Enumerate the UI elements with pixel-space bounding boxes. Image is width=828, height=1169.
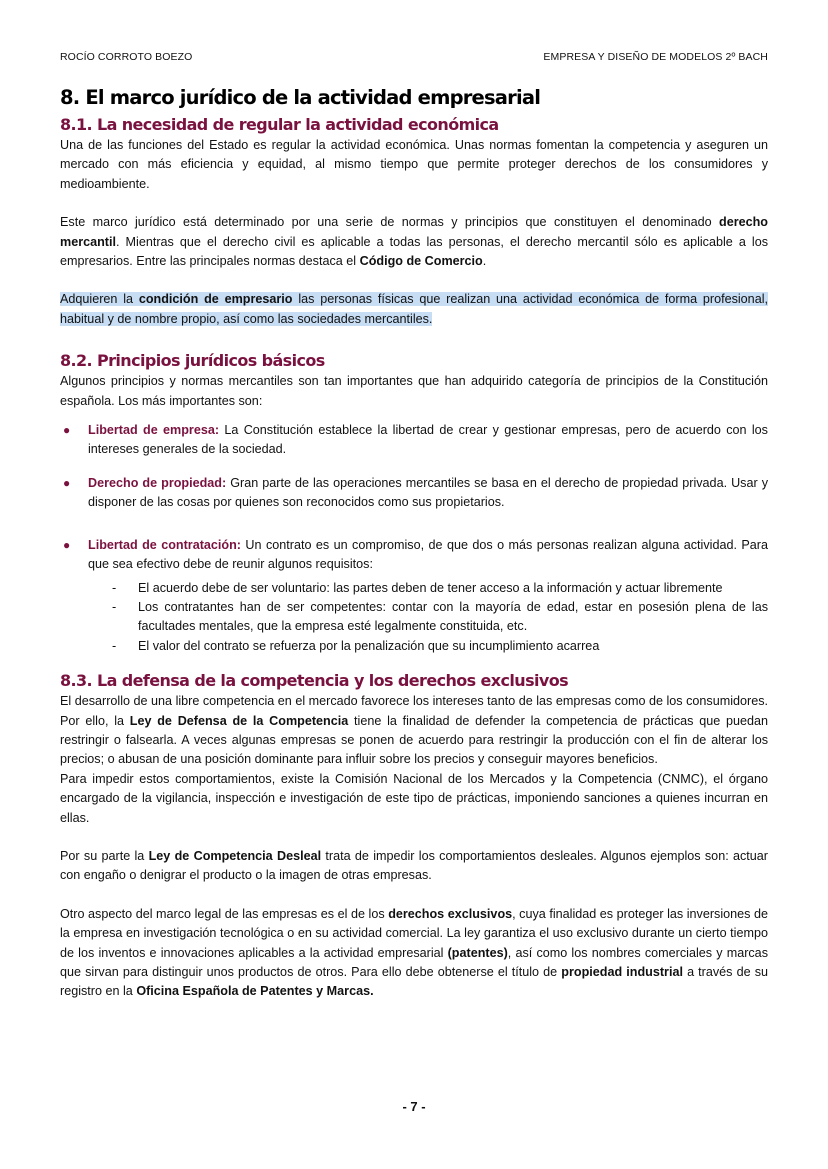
page-header: [60, 51, 768, 63]
list-item: [60, 598, 768, 637]
text-run: , cuya finalidad es proteger las inversiones de la empresa en investigación tecnológica o en su actividad comercial. La ley garantiza el uso exclusivo durante un cierto tiempo de los inventos e innovaciones aplicables a la actividad empresarial: [60, 906, 768, 960]
term-oficina-patentes: Oficina Española de Patentes y Marcas.: [136, 984, 374, 999]
paragraph-text: Algunos principios y normas mercantiles son tan importantes que han adquirido categoría de principios de la Constitución española. Los más importantes son:: [60, 374, 768, 408]
bullet-icon: ●: [63, 537, 71, 552]
term-propiedad-industrial: propiedad industrial: [561, 965, 683, 979]
text-run: , así como los nombres comerciales y marcas que sirvan para distinguir unos productos de otros. Para ello debe obtenerse el título de: [60, 945, 768, 979]
dash-marker: -: [112, 638, 117, 653]
term-derechos-exclusivos: derechos exclusivos: [388, 906, 513, 921]
requirement-text: Los contratantes han de ser competentes: contar con la mayoría de edad, estar en posesión plena de las facultades mentales, que la empresa esté legalmente constituida, etc.: [138, 599, 768, 634]
principle-text: La Constitución establece la libertad de crear y gestionar empresas, pero de acuerdo con los intereses generales de la sociedad.: [88, 423, 768, 457]
text-run: a través de su registro en la: [60, 965, 769, 999]
text-run: Adquieren la: [60, 292, 139, 307]
list-item: [60, 421, 768, 460]
paragraph-8-1-c-highlighted: [60, 290, 768, 329]
text-run: El desarrollo de una libre competencia en el mercado favorece los intereses tanto de las empresas como de los consumidores. Por ello, la: [60, 694, 768, 728]
dash-marker: -: [112, 599, 117, 614]
header-subject: EMPRESA Y DISEÑO DE MODELOS 2º BACH: [543, 51, 768, 63]
principle-term: Libertad de empresa:: [88, 423, 220, 438]
paragraph-text: Para impedir estos comportamientos, existe la Comisión Nacional de los Mercados y la Competencia (CNMC), el órgano encargado de la vigilancia, inspección e investigación de este tipo de prácticas, imponiendo sanciones a quienes incurran en ellas.: [60, 771, 768, 825]
paragraph-8-2-intro: [60, 372, 768, 411]
paragraph-8-1-b: [60, 213, 768, 271]
paragraph-text: Una de las funciones del Estado es regular la actividad económica. Unas normas fomentan la competencia y aseguren un mercado con más eficiencia y equidad, al mismo tiempo que permite proteger derechos de los consumidores y medioambiente.: [60, 138, 768, 191]
bullet-icon: ●: [63, 475, 71, 490]
principle-term: Derecho de propiedad:: [88, 475, 227, 490]
text-run: trata de impedir los comportamientos desleales. Algunos ejemplos son: actuar con engaño o denigrar el producto o la imagen de otras empresas.: [60, 848, 768, 883]
dash-marker: -: [112, 580, 117, 595]
paragraph-8-1-a: [60, 136, 768, 194]
section-title: 8. El marco jurídico de la actividad empresarial: [60, 86, 541, 109]
paragraph-8-3-a: [60, 692, 768, 770]
term-ley-competencia-desleal: Ley de Competencia Desleal: [148, 848, 322, 863]
subsection-heading-8-1: 8.1. La necesidad de regular la actividad económica: [60, 115, 499, 134]
text-run: las personas físicas que realizan una actividad económica de forma profesional, habitual y de nombre propio, así como las sociedades mercantiles.: [60, 292, 768, 326]
principle-text: Gran parte de las operaciones mercantiles se basa en el derecho de propiedad privada. Usar y disponer de las cosas por quienes son reconocidos como sus propietarios.: [88, 475, 768, 510]
paragraph-8-3-d: [60, 905, 768, 1002]
page-content: [60, 85, 768, 1002]
term-ley-defensa-competencia: Ley de Defensa de la Competencia: [129, 713, 349, 728]
requirement-text: El valor del contrato se refuerza por la penalización que su incumplimiento acarrea: [138, 638, 600, 653]
page-number: - 7 -: [402, 1099, 426, 1114]
requirement-text: El acuerdo debe de ser voluntario: las partes deben de tener acceso a la información y actuar libremente: [138, 580, 723, 595]
text-run: Otro aspecto del marco legal de las empresas es el de los: [60, 906, 389, 921]
principle-term: Libertad de contratación:: [88, 537, 241, 552]
term-codigo-comercio: Código de Comercio: [359, 254, 483, 269]
term-condicion-empresario: condición de empresario: [138, 292, 293, 307]
text-run: tiene la finalidad de defender la competencia de prácticas que puedan restringir o falsearla. A veces algunas empresas se ponen de acuerdo para restringir la producción con el fin de alterar los precios; o abusan de una posición dominante para influir sobre los precios y conseguir mayores beneficios.: [60, 713, 769, 767]
term-patentes: (patentes): [447, 945, 508, 960]
principles-list: [60, 421, 768, 574]
text-run: Por su parte la: [60, 848, 149, 863]
text-run: .: [482, 254, 487, 269]
subsection-heading-8-2: 8.2. Principios jurídicos básicos: [60, 351, 325, 371]
principle-text: Un contrato es un compromiso, de que dos o más personas realizan alguna actividad. Para que sea efectivo debe de reunir algunos requisitos:: [88, 537, 768, 572]
term-derecho-mercantil: derecho mercantil: [60, 215, 768, 249]
list-item: [60, 637, 768, 656]
list-item: [60, 579, 768, 598]
paragraph-8-3-b: [60, 770, 768, 828]
subsection-heading-8-3: 8.3. La defensa de la competencia y los derechos exclusivos: [60, 671, 569, 691]
paragraph-8-3-c: [60, 847, 768, 886]
text-highlight: [60, 292, 768, 325]
header-author: ROCÍO CORROTO BOEZO: [60, 51, 193, 63]
text-run: . Mientras que el derecho civil es aplicable a todas las personas, el derecho mercantil sólo es aplicable a los empresarios. Entre las principales normas destaca el: [60, 234, 768, 269]
bullet-icon: ●: [63, 423, 71, 438]
list-item: [60, 536, 768, 575]
text-run: Este marco jurídico está determinado por una serie de normas y principios que constituyen el denominado: [60, 215, 719, 230]
list-item: [60, 474, 768, 513]
requirements-list: [60, 579, 768, 657]
